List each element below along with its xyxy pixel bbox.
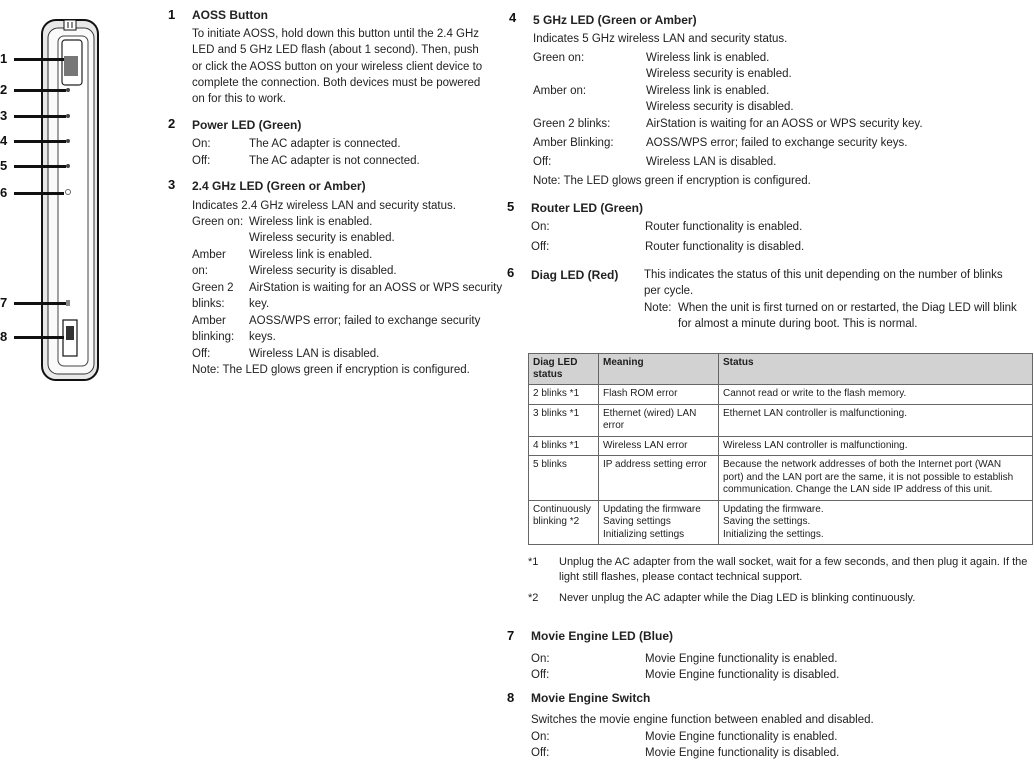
row-value: Wireless security is enabled. xyxy=(646,68,792,80)
cell-text: Flash ROM error xyxy=(603,388,678,399)
cell-diag xyxy=(529,436,599,456)
row-value: Wireless LAN is disabled. xyxy=(646,156,777,168)
diag-led-table xyxy=(528,353,1033,545)
cell-text: Ethernet LAN controller is malfunctioning. xyxy=(723,407,907,419)
row-label: Amber Blinking: xyxy=(533,137,614,149)
row-value: The AC adapter is not connected. xyxy=(249,155,420,167)
cell-text: 5 blinks xyxy=(533,459,567,470)
callout-line-6 xyxy=(14,192,64,195)
row-label: On: xyxy=(531,731,550,743)
section-note: Note: The LED glows green if encryption is configured. xyxy=(533,175,811,187)
cell-meaning xyxy=(599,404,719,436)
table-row xyxy=(529,385,1033,405)
section-number: 5 xyxy=(507,199,515,214)
row-value: Wireless link is enabled. xyxy=(646,85,770,97)
section-body xyxy=(192,26,482,107)
section-note: for almost a minute during boot. This is normal. xyxy=(678,318,918,330)
section-number: 8 xyxy=(507,690,515,705)
header-diag-led-status xyxy=(529,354,599,385)
row-label: On: xyxy=(531,653,550,665)
cell-meaning xyxy=(599,385,719,405)
section-title: Router LED (Green) xyxy=(531,201,644,215)
callout-5: 5 xyxy=(0,158,8,173)
footnote-text: Never unplug the AC adapter while the Diag LED is blinking continuously. xyxy=(559,592,916,604)
callout-3: 3 xyxy=(0,108,8,123)
section-number: 1 xyxy=(168,7,176,22)
table-row xyxy=(529,404,1033,436)
section-title: Movie Engine LED (Blue) xyxy=(531,629,674,643)
header-status: Status xyxy=(719,354,1033,385)
callout-2: 2 xyxy=(0,82,8,97)
callout-line-2 xyxy=(14,89,66,92)
callout-line-7 xyxy=(14,302,66,305)
footnote-text: light still flashes, please contact technical support. xyxy=(559,571,803,583)
cell-text: 3 blinks *1 xyxy=(533,407,580,419)
callout-6: 6 xyxy=(0,185,8,200)
cell-text: Because the network addresses of both the Internet port (WAN xyxy=(723,459,1002,470)
row-label: blinks: xyxy=(192,298,225,310)
cell-status xyxy=(719,385,1033,405)
body-line: complete the connection. Both devices must be powered xyxy=(192,76,481,89)
header-text: status xyxy=(533,369,563,380)
row-label: Green on: xyxy=(192,216,244,228)
row-label: Off: xyxy=(192,348,211,360)
section-title: Power LED (Green) xyxy=(192,118,302,132)
row-label: blinking: xyxy=(192,331,235,343)
row-value: Movie Engine functionality is disabled. xyxy=(645,747,840,759)
section-number: 3 xyxy=(168,177,176,192)
cell-text: Wireless LAN controller is malfunctioning. xyxy=(723,439,908,451)
section-number: 6 xyxy=(507,265,515,280)
cell-diag xyxy=(529,404,599,436)
row-label: On: xyxy=(192,138,211,150)
cell-text: Initializing settings xyxy=(603,528,685,540)
row-value: AOSS/WPS error; failed to exchange security keys. xyxy=(646,137,908,149)
section-title: AOSS Button xyxy=(192,8,268,22)
row-value: Router functionality is enabled. xyxy=(645,221,803,233)
section-intro: Indicates 2.4 GHz wireless LAN and security status. xyxy=(192,200,456,212)
table-row xyxy=(529,500,1033,545)
cell-text: error xyxy=(603,420,625,431)
callout-7: 7 xyxy=(0,295,8,310)
row-label: on: xyxy=(192,265,208,277)
section-title: 2.4 GHz LED (Green or Amber) xyxy=(192,179,366,193)
row-value: The AC adapter is connected. xyxy=(249,138,401,150)
row-value: AirStation is waiting for an AOSS or WPS security xyxy=(249,282,503,294)
header-text: Diag LED xyxy=(533,357,578,368)
row-value: key. xyxy=(249,298,270,310)
cell-meaning xyxy=(599,436,719,456)
section-note: When the unit is first turned on or restarted, the Diag LED will blink xyxy=(678,302,1017,314)
body-line: or click the AOSS button on your wireless client device to xyxy=(192,60,483,73)
table-row xyxy=(529,436,1033,456)
section-title: 5 GHz LED (Green or Amber) xyxy=(533,13,697,27)
cell-text: Saving settings xyxy=(603,516,671,527)
row-value: Wireless link is enabled. xyxy=(646,52,770,64)
cell-diag xyxy=(529,500,599,545)
row-label: Off: xyxy=(192,155,211,167)
row-value: Router functionality is disabled. xyxy=(645,241,805,253)
section-title: Movie Engine Switch xyxy=(531,691,651,705)
callout-4: 4 xyxy=(0,133,8,148)
row-label: Off: xyxy=(533,156,552,168)
cell-diag xyxy=(529,385,599,405)
section-note: Note: The LED glows green if encryption is configured. xyxy=(192,364,470,376)
cell-status xyxy=(719,404,1033,436)
callout-line-1 xyxy=(14,58,64,61)
callout-1: 1 xyxy=(0,51,8,66)
cell-text: Updating the firmware. xyxy=(723,503,824,515)
row-value: AOSS/WPS error; failed to exchange security xyxy=(249,315,481,327)
row-label: Off: xyxy=(531,747,550,759)
row-label: Off: xyxy=(531,669,550,681)
row-label: On: xyxy=(531,221,550,233)
row-value: Wireless security is enabled. xyxy=(249,232,395,244)
cell-meaning xyxy=(599,500,719,545)
row-label: Amber xyxy=(192,249,226,261)
row-label: Green 2 xyxy=(192,282,234,294)
section-intro: Indicates 5 GHz wireless LAN and security status. xyxy=(533,33,788,45)
row-label: Green on: xyxy=(533,52,585,64)
row-label: Off: xyxy=(531,241,550,253)
cell-text: 2 blinks *1 xyxy=(533,388,580,399)
body-line: To initiate AOSS, hold down this button until the 2.4 GHz xyxy=(192,28,480,40)
row-value: AirStation is waiting for an AOSS or WPS security key. xyxy=(646,118,923,130)
section-number: 7 xyxy=(507,628,515,643)
body-line: LED and 5 GHz LED flash (about 1 second). Then, push xyxy=(192,44,479,57)
row-label: Amber on: xyxy=(533,85,587,97)
row-value: Wireless link is enabled. xyxy=(249,249,373,261)
footnote-text: Unplug the AC adapter from the wall socket, wait for a few seconds, and then plug it again. If the xyxy=(559,556,1028,568)
cell-status xyxy=(719,436,1033,456)
row-value: Wireless security is disabled. xyxy=(249,265,397,277)
cell-text: Initializing the settings. xyxy=(723,528,824,540)
cell-meaning xyxy=(599,456,719,501)
section-desc: This indicates the status of this unit depending on the number of blinks xyxy=(644,269,1003,281)
row-value: keys. xyxy=(249,331,276,343)
section-intro: Switches the movie engine function between enabled and disabled. xyxy=(531,714,874,726)
device-illustration xyxy=(0,0,110,390)
table-row xyxy=(529,456,1033,501)
row-value: Wireless link is enabled. xyxy=(249,216,373,228)
callout-line-4 xyxy=(14,140,66,143)
row-value: Movie Engine functionality is enabled. xyxy=(645,731,838,743)
row-value: Wireless LAN is disabled. xyxy=(249,348,380,360)
table-header-row xyxy=(529,354,1033,385)
row-label: Amber xyxy=(192,315,226,327)
cell-text: communication. Change the LAN side IP address of this unit. xyxy=(723,484,993,495)
cell-text: 4 blinks *1 xyxy=(533,439,580,451)
cell-text: port) and the LAN port are the same, it is not possible to establish xyxy=(723,471,1014,483)
cell-text: Updating the firmware xyxy=(603,503,701,515)
cell-diag xyxy=(529,456,599,501)
callout-line-5 xyxy=(14,165,66,168)
cell-text: Ethernet (wired) LAN xyxy=(603,407,697,419)
section-title: Diag LED (Red) xyxy=(531,268,619,282)
row-label: Green 2 blinks: xyxy=(533,118,611,130)
section-number: 2 xyxy=(168,116,176,131)
footnote-mark: *2 xyxy=(528,592,539,604)
cell-text: IP address setting error xyxy=(603,459,707,470)
section-number: 4 xyxy=(509,10,517,25)
body-line: on for this to work. xyxy=(192,93,286,106)
cell-status xyxy=(719,500,1033,545)
cell-status xyxy=(719,456,1033,501)
callout-line-3 xyxy=(14,115,66,118)
note-label: Note: xyxy=(644,302,672,314)
row-value: Movie Engine functionality is disabled. xyxy=(645,669,840,681)
cell-text: Cannot read or write to the flash memory. xyxy=(723,388,907,399)
cell-text: Wireless LAN error xyxy=(603,439,688,451)
section-desc: per cycle. xyxy=(644,285,694,297)
footnote-mark: *1 xyxy=(528,556,539,568)
header-meaning: Meaning xyxy=(599,354,719,385)
cell-text: blinking *2 xyxy=(533,516,580,527)
row-value: Movie Engine functionality is enabled. xyxy=(645,653,838,665)
cell-text: Continuously xyxy=(533,503,591,515)
cell-text: Saving the settings. xyxy=(723,516,811,527)
row-value: Wireless security is disabled. xyxy=(646,101,794,113)
callout-8: 8 xyxy=(0,329,8,344)
callout-line-8 xyxy=(14,336,64,339)
